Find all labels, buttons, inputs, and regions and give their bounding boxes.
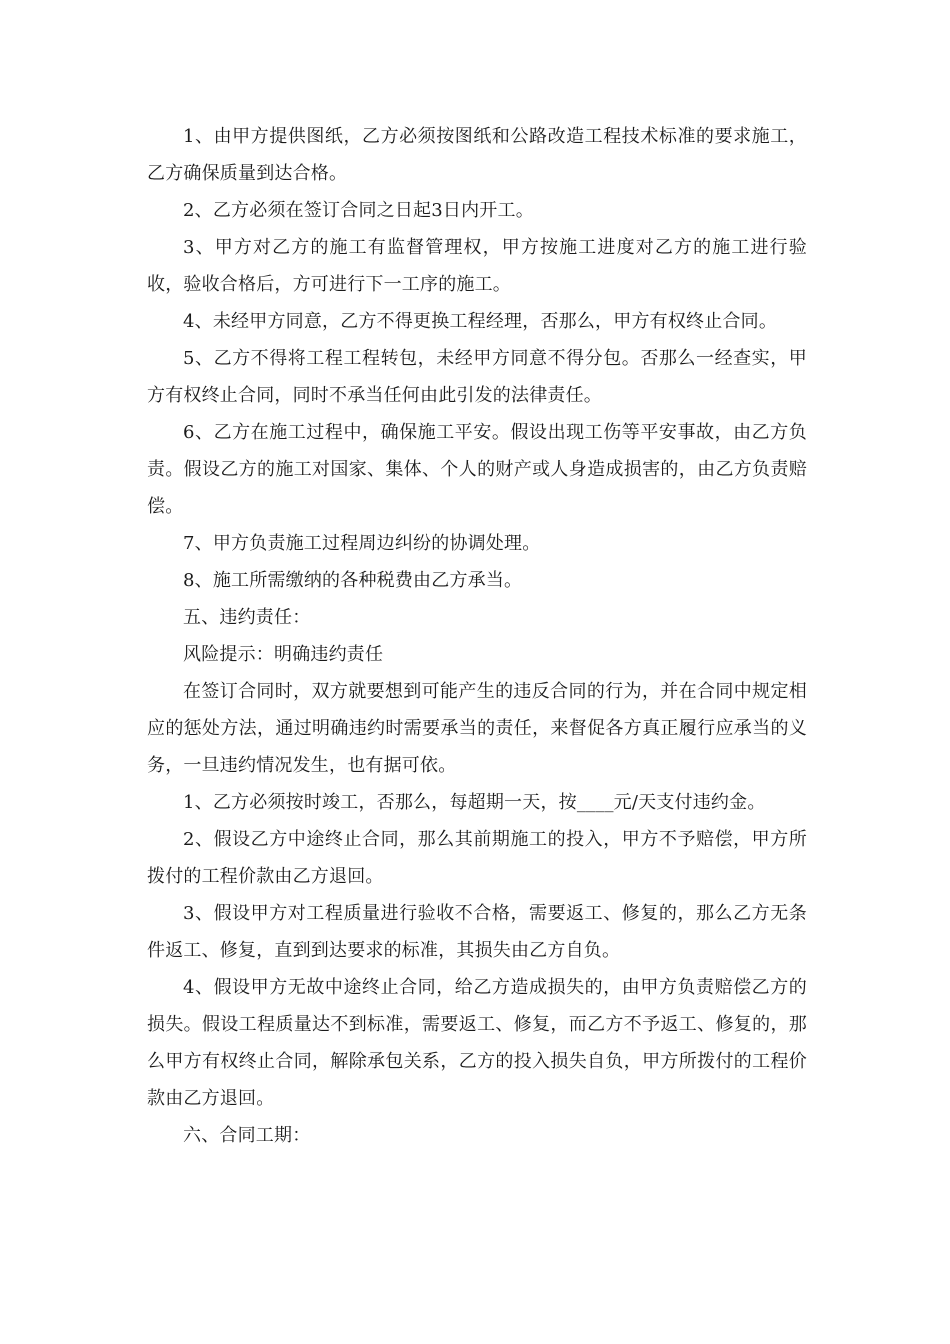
risk-tip: 风险提示：明确违约责任 [183, 644, 384, 665]
paragraph-clause-6: 6、乙方在施工过程中，确保施工平安。假设出现工伤等平安事故，由乙方负责。假设乙方的施工对国家、集体、个人的财产或人身造成损害的，由乙方负责赔偿。 [147, 422, 807, 517]
paragraph-breach-3: 3、假设甲方对工程质量进行验收不合格，需要返工、修复的，那么乙方无条件返工、修复，直到到达要求的标准，其损失由乙方自负。 [147, 903, 807, 961]
section-heading-contract-period: 六、合同工期： [183, 1125, 311, 1146]
paragraph-clause-1: 1、由甲方提供图纸，乙方必须按图纸和公路改造工程技术标准的要求施工，乙方确保质量到达合格。 [147, 126, 807, 184]
paragraph-clause-8: 8、施工所需缴纳的各种税费由乙方承当。 [183, 570, 523, 591]
paragraph-clause-3: 3、甲方对乙方的施工有监督管理权，甲方按施工进度对乙方的施工进行验收，验收合格后，方可进行下一工序的施工。 [147, 237, 807, 295]
paragraph-clause-4: 4、未经甲方同意，乙方不得更换工程经理，否那么，甲方有权终止合同。 [183, 311, 778, 332]
section-heading-breach-liability: 五、违约责任： [183, 607, 311, 628]
paragraph-breach-4: 4、假设甲方无故中途终止合同，给乙方造成损失的，由甲方负责赔偿乙方的损失。假设工程质量达不到标准，需要返工、修复，而乙方不予返工、修复的，那么甲方有权终止合同，解除承包关系，乙方的投入损失自负，甲方所拨付的工程价款由乙方退回。 [147, 977, 807, 1109]
paragraph-breach-intro: 在签订合同时，双方就要想到可能产生的违反合同的行为，并在合同中规定相应的惩处方法，通过明确违约时需要承当的责任，来督促各方真正履行应承当的义务，一旦违约情况发生，也有据可依。 [147, 681, 807, 776]
paragraph-clause-7: 7、甲方负责施工过程周边纠纷的协调处理。 [183, 533, 541, 554]
paragraph-clause-2: 2、乙方必须在签订合同之日起3日内开工。 [183, 200, 534, 221]
paragraph-breach-2: 2、假设乙方中途终止合同，那么其前期施工的投入，甲方不予赔偿，甲方所拨付的工程价款由乙方退回。 [147, 829, 807, 887]
paragraph-clause-5: 5、乙方不得将工程工程转包，未经甲方同意不得分包。否那么一经查实，甲方有权终止合同，同时不承当任何由此引发的法律责任。 [147, 348, 807, 406]
paragraph-breach-1: 1、乙方必须按时竣工，否那么，每超期一天，按____元/天支付违约金。 [183, 792, 766, 813]
document-body [147, 118, 807, 1154]
